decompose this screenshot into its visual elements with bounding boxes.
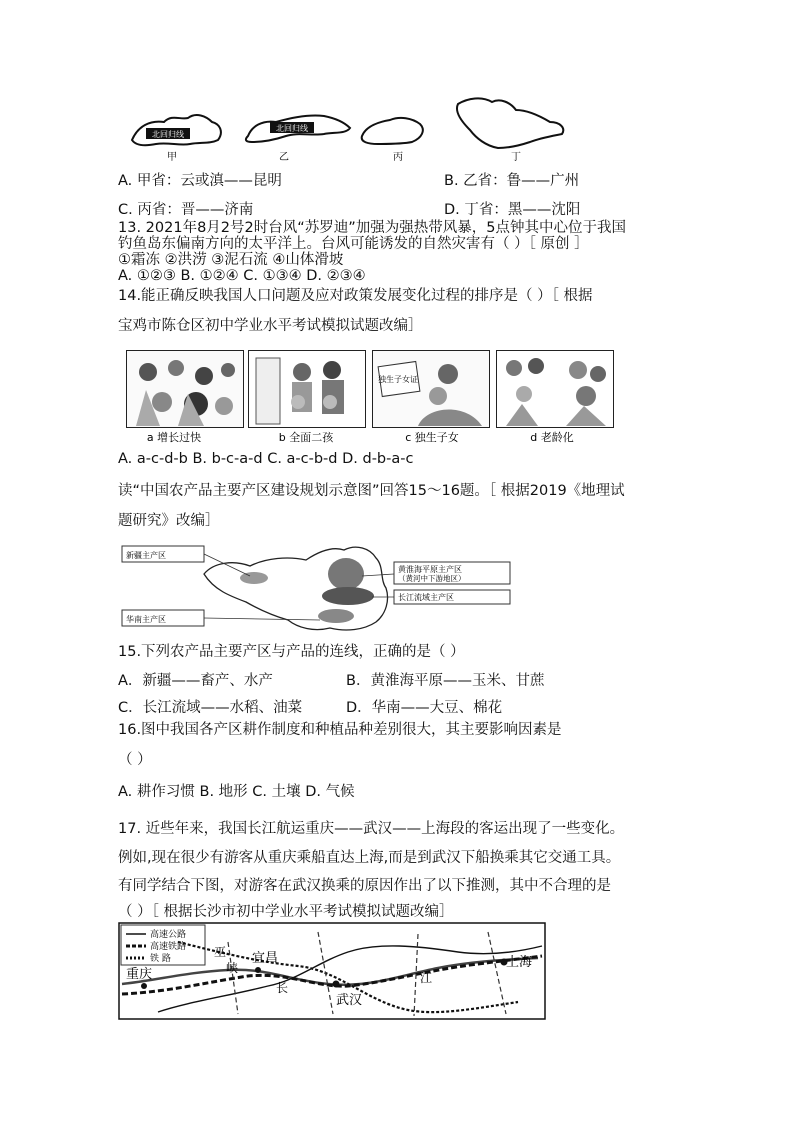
read-line-1: 读“中国农产品主要产区建设规划示意图”回答15～16题。［ 根据2019《地理试 [118,483,625,499]
caption-c: c 独生子女 [405,431,459,444]
read-line-2: 题研究》改编］ [118,513,220,529]
panel-d [497,351,614,428]
legend-high-speed-rail: 高速铁路 [150,942,187,952]
map-label-jia: 甲 [167,152,177,163]
q12-option-c: C. 丙省：晋——济南 [118,202,254,218]
q15-option-d: D．华南——大豆、棉花 [346,700,503,716]
q17-line-1: 17. 近些年来，我国长江航运重庆——武汉——上海段的客运出现了一些变化。 [118,821,625,837]
q12-option-a: A. 甲省：云或滇——昆明 [118,173,282,189]
q15-stem: 15.下列农产品主要产区与产品的连线，正确的是（ ） [118,644,465,660]
q16-stem: 16.图中我国各产区耕作制度和种植品种差别很大，其主要影响因素是 [118,722,562,738]
q13-line-1: 13. 2021年8月2号2时台风“苏罗迪”加强为强热带风暴，5点钟其中心位于我国 [118,220,626,236]
city-wuhan: 武汉 [336,993,363,1008]
q12-option-b: B. 乙省：鲁——广州 [444,173,580,189]
caption-d: d 老龄化 [530,431,574,444]
city-yichang: 宜昌 [252,951,279,966]
china-agri-map-figure [118,540,514,636]
population-panels-figure [126,350,614,448]
place-xia: 峡 [226,961,239,975]
card-text: 独生子女证 [378,375,418,384]
panel-a [127,351,244,428]
q15-option-a: A．新疆——畜产、水产 [118,673,273,689]
map-label-huanghuaihai: 黄淮海平原主产区 [398,565,462,574]
q13-line-4: A. ①②③ B. ①②④ C. ①③④ D. ②③④ [118,268,366,284]
q14-options: A. a-c-d-b B. b-c-a-d C. a-c-b-d D. d-b-a-c [118,451,414,467]
q16-options: A. 耕作习惯 B. 地形 C. 土壤 D. 气候 [118,784,355,800]
place-chang: 长 [276,981,289,995]
q15-option-c: C．长江流域——水稻、油菜 [118,700,303,716]
panel-c [373,351,490,428]
q17-line-4: （ ）［ 根据长沙市初中学业水平考试模拟试题改编］ [118,904,454,920]
q13-line-3: ①霜冻 ②洪涝 ③泥石流 ④山体滑坡 [118,252,344,268]
map-label-huanan: 华南主产区 [126,615,166,624]
map-tag-1: 北回归线 [152,130,184,139]
q15-option-b: B．黄淮海平原——玉米、甘蔗 [346,673,545,689]
q13-line-2: 钓鱼岛东偏南方向的太平洋上。台风可能诱发的自然灾害有（ ）［ 原创 ］ [118,236,589,252]
q17-line-2: 例如,现在很少有游客从重庆乘船直达上海,而是到武汉下船换乘其它交通工具。 [118,850,621,866]
province-outline-bing [362,118,423,144]
yangtze-transport-map-figure [118,922,546,1020]
map-tag-2: 北回归线 [276,124,308,133]
caption-a: a 增长过快 [146,431,202,444]
legend-railway: 铁 路 [150,954,171,964]
place-wu: 巫 [214,945,227,959]
map-label-bing: 丙 [393,152,403,163]
map-label-changjiang: 长江流域主产区 [398,593,454,602]
province-maps-figure [120,92,580,166]
q14-line-2: 宝鸡市陈仓区初中学业水平考试模拟试题改编］ [118,318,423,334]
q12-option-d: D. 丁省：黑——沈阳 [444,202,581,218]
city-shanghai: 上海 [506,955,533,970]
map-label-ding: 丁 [511,152,521,163]
panel-b [249,351,366,428]
q14-line-1: 14.能正确反映我国人口问题及应对政策发展变化过程的排序是（ ）［ 根据 [118,288,593,304]
map-label-yi: 乙 [279,152,289,163]
q17-line-3: 有同学结合下图，对游客在武汉换乘的原因作出了以下推测，其中不合理的是 [118,878,611,894]
province-outline-ding [457,98,563,148]
map-label-huanghe: （黄河中下游地区） [398,574,466,583]
q16-paren: （ ） [118,752,152,768]
place-jiang: 江 [420,971,433,985]
city-chongqing: 重庆 [126,967,153,982]
legend-expressway: 高速公路 [150,930,187,940]
caption-b: b 全面二孩 [278,431,334,444]
map-label-xinjiang: 新疆主产区 [126,551,166,560]
